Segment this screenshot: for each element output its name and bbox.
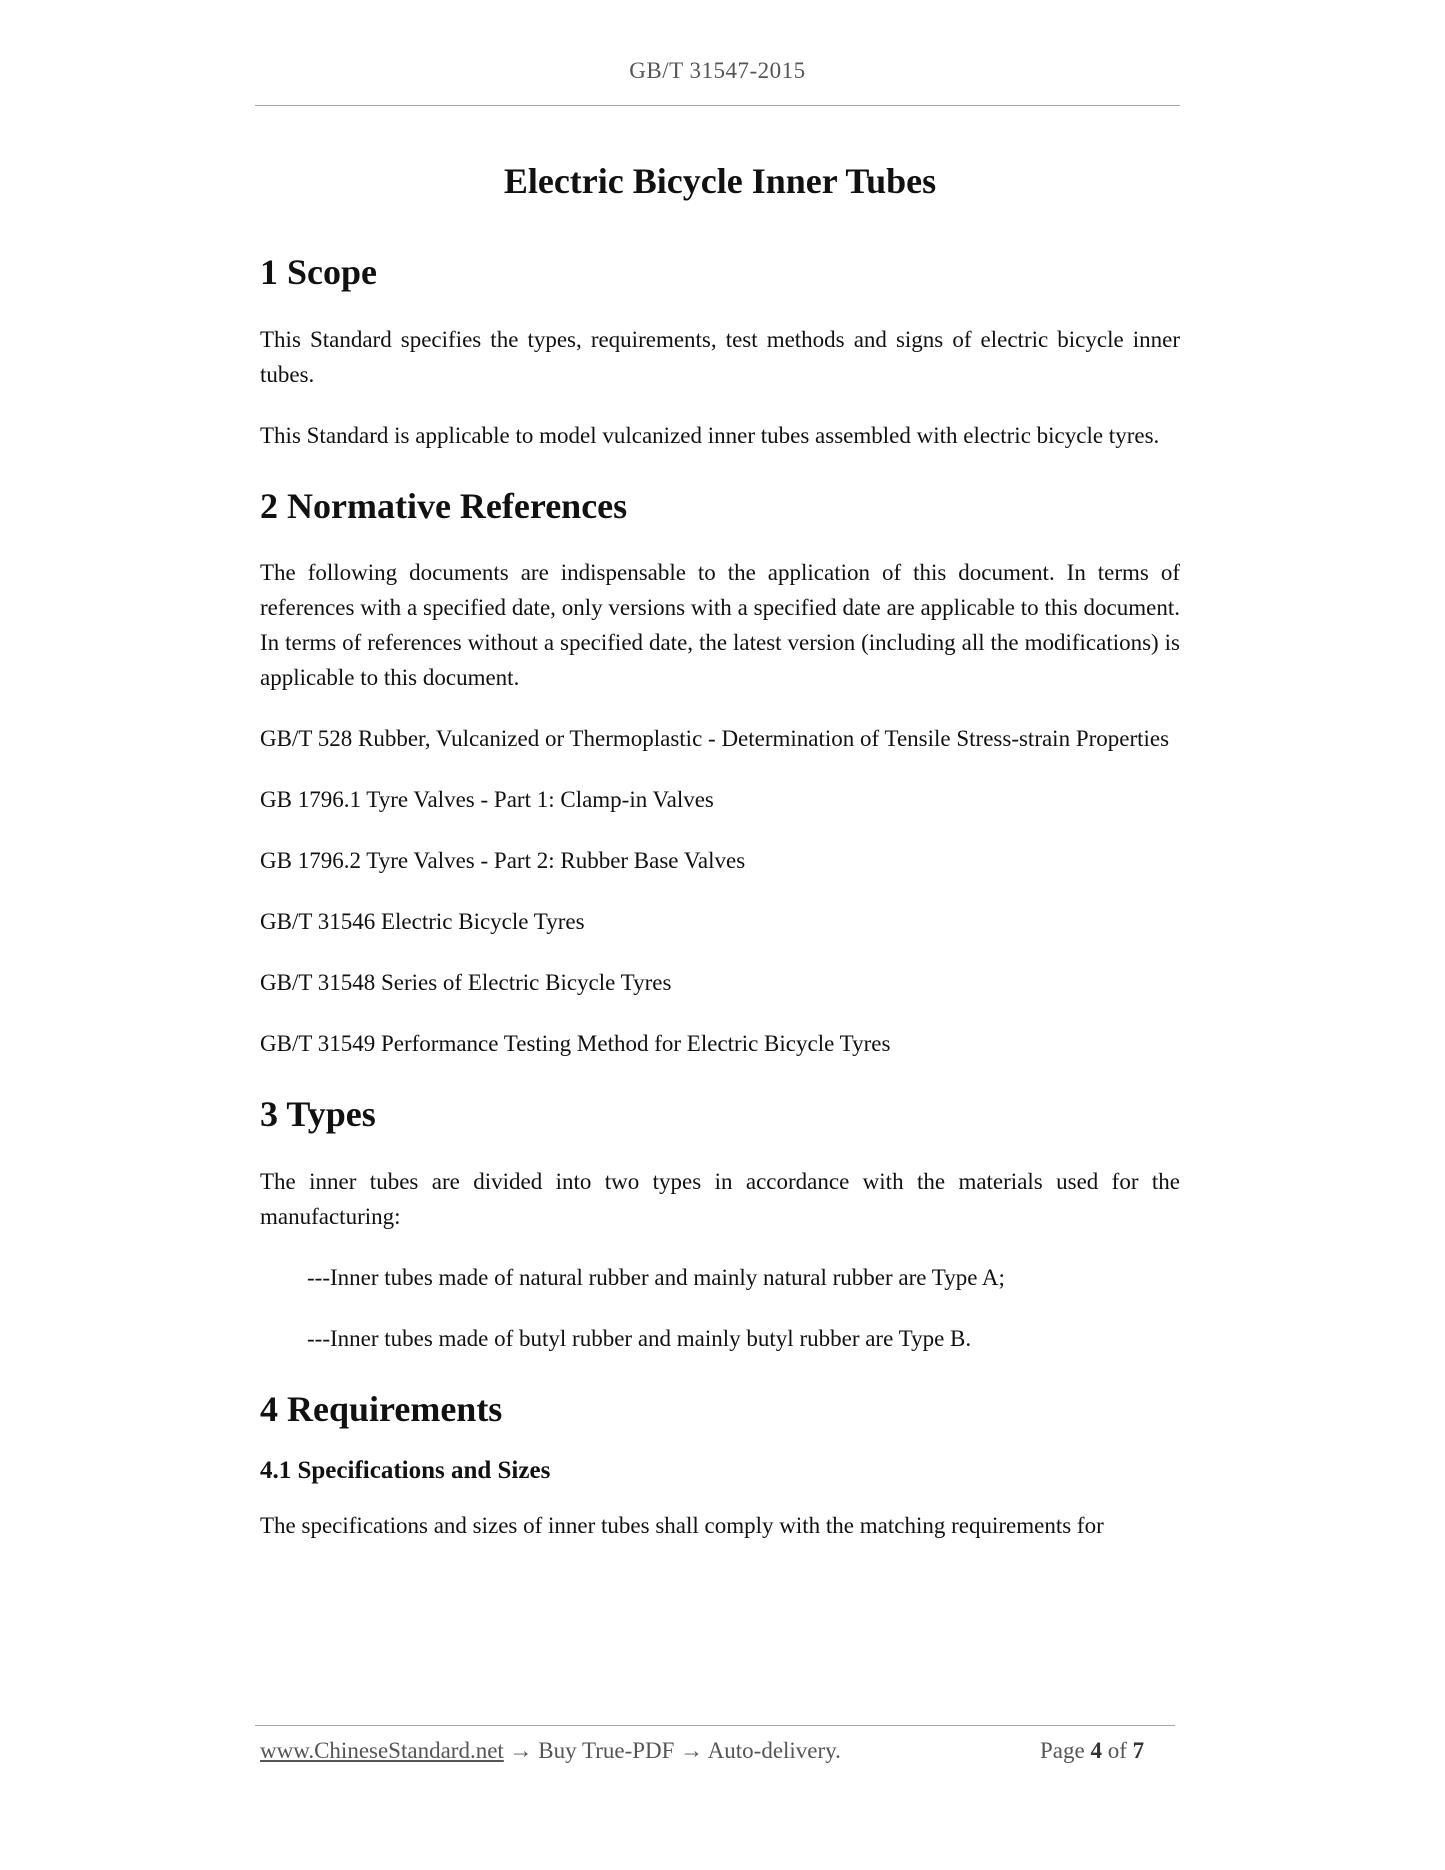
document-title: Electric Bicycle Inner Tubes bbox=[503, 161, 937, 201]
page-total: 7 bbox=[1132, 1738, 1145, 1763]
section-heading-normative-references: 2 Normative References bbox=[260, 485, 628, 526]
page-label: Page bbox=[1040, 1738, 1085, 1763]
footer-promo bbox=[260, 1738, 841, 1764]
reference-item: GB/T 31549 Performance Testing Method for Electric Bicycle Tyres bbox=[260, 1031, 891, 1057]
section-heading-requirements: 4 Requirements bbox=[260, 1389, 503, 1430]
page-number: 4 bbox=[1090, 1738, 1102, 1763]
normative-references-intro: The following documents are indispensable to the application of this document. In terms of references with a specified date, only versions with a specified date are applicable to this document. In terms of references without a specified date, the latest version (including all the modifications) is applicable to this document. bbox=[260, 560, 1180, 691]
section-heading-types: 3 Types bbox=[260, 1094, 376, 1135]
scope-paragraph-1: This Standard specifies the types, requirements, test methods and signs of electric bicycle inner tubes. bbox=[260, 326, 1180, 387]
page-indicator bbox=[1040, 1738, 1144, 1764]
requirements-paragraph: The specifications and sizes of inner tubes shall comply with the matching requirements for bbox=[260, 1512, 1104, 1538]
document-body bbox=[260, 150, 1180, 1543]
reference-item: GB/T 31546 Electric Bicycle Tyres bbox=[260, 909, 585, 935]
header-divider bbox=[255, 105, 1180, 106]
reference-item: GB 1796.2 Tyre Valves - Part 2: Rubber Base Valves bbox=[260, 848, 746, 874]
reference-item: GB/T 31548 Series of Electric Bicycle Tyres bbox=[260, 970, 672, 996]
type-list-item: ---Inner tubes made of butyl rubber and mainly butyl rubber are Type B. bbox=[307, 1326, 972, 1352]
subsection-heading-specifications-sizes: 4.1 Specifications and Sizes bbox=[260, 1456, 551, 1484]
scope-paragraph-2: This Standard is applicable to model vulcanized inner tubes assembled with electric bicycle tyres. bbox=[260, 422, 1160, 448]
of-label: of bbox=[1107, 1738, 1127, 1763]
footer-tagline: → Buy True-PDF → Auto-delivery. bbox=[503, 1738, 841, 1763]
website-link[interactable]: www.ChineseStandard.net bbox=[260, 1738, 504, 1763]
type-list-item: ---Inner tubes made of natural rubber and mainly natural rubber are Type A; bbox=[307, 1265, 1005, 1291]
section-heading-scope: 1 Scope bbox=[260, 251, 377, 292]
reference-item: GB/T 528 Rubber, Vulcanized or Thermoplastic - Determination of Tensile Stress-strain Properties bbox=[260, 726, 1170, 752]
footer-divider bbox=[255, 1725, 1175, 1726]
page-header-standard-code: GB/T 31547-2015 bbox=[629, 58, 806, 83]
reference-item: GB 1796.1 Tyre Valves - Part 1: Clamp-in Valves bbox=[260, 787, 714, 813]
types-intro: The inner tubes are divided into two types in accordance with the materials used for the manufacturing: bbox=[260, 1169, 1180, 1230]
